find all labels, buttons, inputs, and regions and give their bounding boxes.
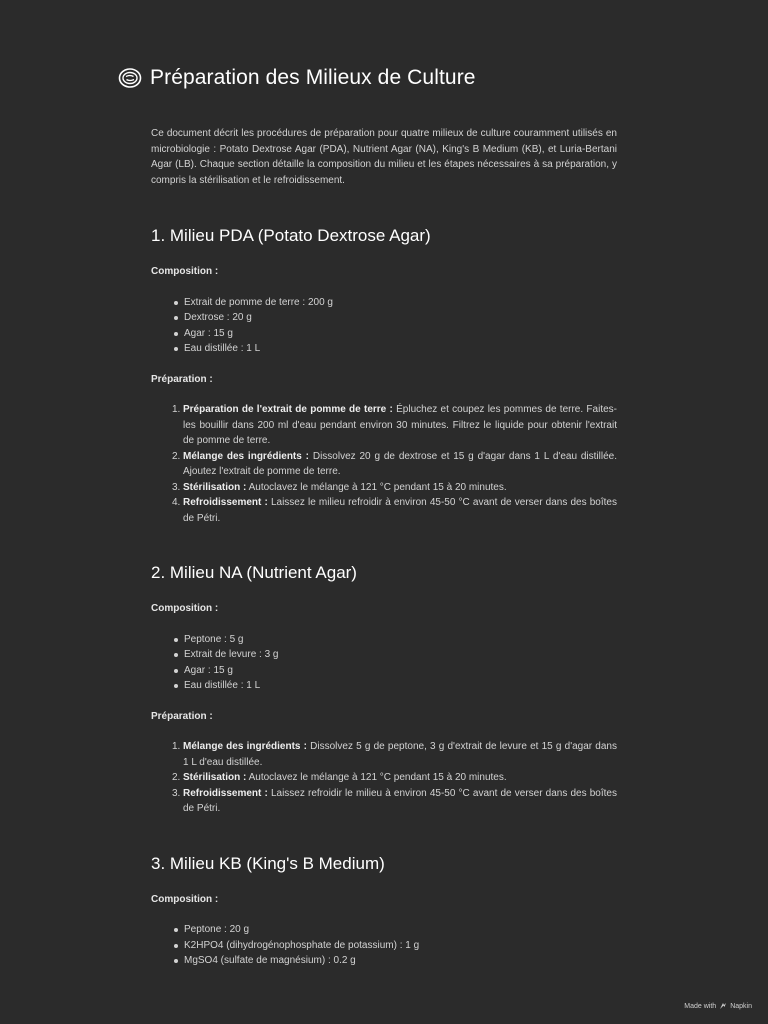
step-item: 1. Préparation de l'extrait de pomme de terre : Épluchez et coupez les pommes de terre. Faites-les bouillir dans 200 ml d'eau pendant environ 30 minutes. Filtrez le liquide pour obtenir l'extrait de pomme de terre. [172,404,617,446]
section-title-na: 2. Milieu NA (Nutrient Agar) [151,563,357,582]
step-item: 3. Refroidissement : Laissez refroidir le milieu à environ 45-50 °C avant de verser dans des boîtes de Pétri. [172,787,617,814]
step-item: 2. Mélange des ingrédients : Dissolvez 20 g de dextrose et 15 g d'agar dans 1 L d'eau distillée. Ajoutez l'extrait de pomme de terre. [172,450,617,477]
list-item: Peptone : 5 g [174,632,617,648]
petri-dish-icon [118,66,142,90]
composition-list-kb [151,922,617,969]
section-title-pda: 1. Milieu PDA (Potato Dextrose Agar) [151,226,431,245]
list-item: Agar : 15 g [174,663,617,679]
step-item: 3. Stérilisation : Autoclavez le mélange à 121 °C pendant 15 à 20 minutes. [172,481,507,493]
preparation-label: Préparation : [151,373,213,385]
intro-paragraph: Ce document décrit les procédures de préparation pour quatre milieux de culture couramment utilisés en microbiologie : Potato Dextrose Agar (PDA), Nutrient Agar (NA), King's B Medium (KB), et Luria-Bertani Agar (LB). Chaque section détaille la composition du milieu et les étapes nécessaires à sa préparation, y compris la stérilisation et le refroidissement. [151,128,617,186]
napkin-logo-icon [719,1002,727,1010]
step-item: 2. Stérilisation : Autoclavez le mélange à 121 °C pendant 15 à 20 minutes. [172,772,507,783]
section-title-kb: 3. Milieu KB (King's B Medium) [151,853,385,873]
step-item: 4. Refroidissement : Laissez le milieu refroidir à environ 45-50 °C avant de verser dans des boîtes de Pétri. [172,497,617,524]
preparation-steps-pda [151,402,617,526]
list-item: Eau distillée : 1 L [174,341,617,357]
list-item: MgSO4 (sulfate de magnésium) : 0.2 g [174,953,617,969]
composition-list-pda [151,295,617,357]
list-item: Dextrose : 20 g [174,310,617,326]
preparation-steps-na [151,739,617,817]
list-item: Peptone : 20 g [174,922,617,938]
made-with-label: Made with [684,1002,717,1010]
title-row [118,66,476,90]
list-item: Eau distillée : 1 L [174,678,617,694]
step-item: 1. Mélange des ingrédients : Dissolvez 5 g de peptone, 3 g d'extrait de levure et 15 g d'agar dans 1 L d'eau distillée. [172,741,617,768]
composition-list-na [151,632,617,694]
preparation-label: Préparation : [151,710,213,722]
list-item: Agar : 15 g [174,326,617,342]
list-item: Extrait de levure : 3 g [174,647,617,663]
composition-label: Composition : [151,603,219,614]
list-item: K2HPO4 (dihydrogénophosphate de potassium) : 1 g [174,938,617,954]
composition-label: Composition : [151,266,219,277]
composition-label: Composition : [151,893,219,905]
document-content [151,126,617,969]
napkin-brand: Napkin [730,1002,752,1010]
made-with-napkin-badge[interactable] [684,1002,752,1010]
page-title: Préparation des Milieux de Culture [150,66,476,89]
list-item: Extrait de pomme de terre : 200 g [174,295,617,311]
